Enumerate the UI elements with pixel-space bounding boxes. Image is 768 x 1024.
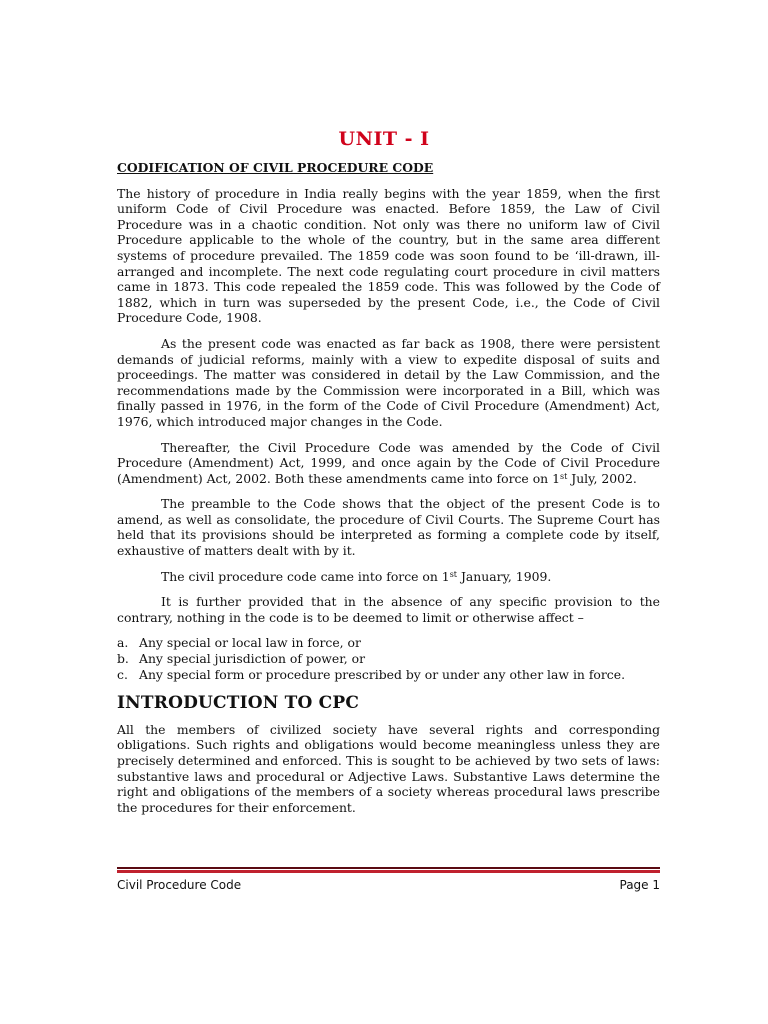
unit-title: UNIT - I: [338, 128, 430, 150]
paragraph-provision: It is further provided that in the absence of any specific provision to the contrary, nothing in the code is to be deemed to limit or otherwise affect –: [117, 594, 660, 625]
page-footer: [117, 878, 660, 892]
list-item-text: Any special form or procedure prescribed by or under any other law in force.: [139, 666, 626, 682]
section-heading-introduction: INTRODUCTION TO CPC: [117, 693, 360, 714]
paragraph-reforms: As the present code was enacted as far back as 1908, there were persistent demands of judicial reforms, mainly with a view to expedite disposal of suits and proceedings. The matter was considered in detail by the Law Commission, and the recommendations made by the Commission were incorporated in a Bill, which was finally passed in 1976, in the form of the Code of Civil Procedure (Amendment) Act, 1976, which introduced major changes in the Code.: [117, 335, 660, 429]
footer-rule: [117, 867, 660, 869]
provision-list: [117, 635, 660, 682]
footer-document-title: Civil Procedure Code: [117, 878, 242, 892]
paragraph-preamble: The preamble to the Code shows that the object of the present Code is to amend, as well as consolidate, the procedure of Civil Courts. The Supreme Court has held that its provisions should be interpreted as forming a complete code by itself, exhaustive of matters dealt with by it.: [117, 496, 660, 559]
paragraph-text: The civil procedure code came into force on 1: [161, 568, 450, 584]
superscript: st: [449, 569, 458, 579]
list-marker: c.: [117, 666, 128, 682]
list-item: [117, 651, 660, 667]
list-item: [117, 667, 660, 683]
list-item: [117, 635, 660, 651]
footer-rule-accent: [117, 870, 660, 873]
list-marker: b.: [117, 651, 129, 667]
document-body: [117, 160, 660, 825]
superscript: st: [559, 471, 568, 481]
paragraph-text: Thereafter, the Civil Procedure Code was amended by the Code of Civil Procedure (Amendment) Act, 1999, and once again by the Code of Civil Procedure (Amendment) Act, 2002. Both these amendments came into force on 1: [117, 439, 660, 486]
paragraph-introduction: All the members of civilized society have several rights and corresponding obligations. Such rights and obligations would become meaningless unless they are precisely determined and enforced. This is sought to be achieved by two sets of laws: substantive laws and procedural or Adjective Laws. Substantive Laws determine the right and obligations of the members of a society whereas procedural laws prescribe the procedures for their enforcement.: [117, 721, 660, 815]
list-item-text: Any special or local law in force, or: [139, 635, 361, 651]
section-heading-codification: CODIFICATION OF CIVIL PROCEDURE CODE: [117, 160, 434, 175]
paragraph-came-into-force: [117, 569, 660, 585]
list-marker: a.: [117, 635, 129, 651]
paragraph-text: July, 2002.: [567, 470, 637, 486]
paragraph-amendments: [117, 440, 660, 487]
paragraph-text: January, 1909.: [457, 568, 552, 584]
paragraph-history: The history of procedure in India really begins with the year 1859, when the first uniform Code of Civil Procedure was enacted. Before 1859, the Law of Civil Procedure was in a chaotic condition. Not only was there no uniform law of Civil Procedure applicable to the whole of the country, but in the same area different systems of procedure prevailed. The 1859 code was soon found to be ‘ill-drawn, ill-arranged and incomplete. The next code regulating court procedure in civil matters came in 1873. This code repealed the 1859 code. This was followed by the Code of 1882, which in turn was superseded by the present Code, i.e., the Code of Civil Procedure Code, 1908.: [117, 185, 660, 326]
list-item-text: Any special jurisdiction of power, or: [139, 651, 366, 667]
footer-page-number: Page 1: [619, 878, 660, 892]
